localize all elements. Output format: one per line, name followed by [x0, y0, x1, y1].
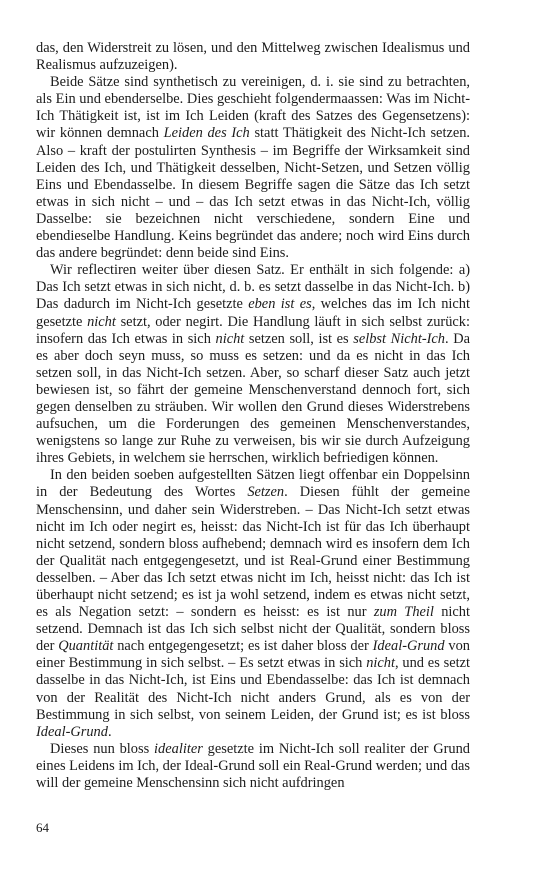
body-text: setzen soll, ist es: [244, 330, 354, 347]
emphasis-text: nicht: [215, 330, 245, 347]
body-text: nach entgegengesetzt; es ist daher bloss der: [113, 638, 373, 655]
body-text: . Da es aber doch seyn muss, so muss es setzen: und da es nicht in das Ich setzen soll, in das Nicht-Ich setzen. Aber, so scharf dieser Satz auch jetzt bewiesen ist, so fährt der gemeine Menschenverstand dennoch fort, sich gegen denselben zu sträuben. Wir wollen den Grund dieses Widerstrebens aufsuchen, um die Forderungen des gemeinen Menschenverstandes, wenigstens so lange zur Ruhe zu verweisen, bis wir sie durch Aufzeigung ihres Gebiets, in welchem sie herrschen, wirklich befriedigen können.: [36, 330, 470, 467]
paragraph-5: [36, 741, 470, 792]
body-text: Beide Sätze sind synthetisch zu vereinigen, d. i. sie sind zu betrachten, als Ein und ebenderselbe. Dies geschieht folgendermaassen: Was im Nicht-Ich Thätigkeit ist, ist im Ich Leiden (kraft des Satzes des Gegensetzens): wir können demnach: [36, 74, 470, 142]
emphasis-text: Setzen: [247, 484, 285, 501]
emphasis-text: Quantität: [58, 638, 114, 655]
body-text: .: [107, 723, 112, 740]
body-text: , welches das im Ich nicht gesetzte: [36, 296, 470, 330]
page-body: [36, 40, 470, 792]
body-text: , und es setzt dasselbe in das Nicht-Ich, ist Eins und Ebendasselbe: das Ich ist demnach von der Realität des Nicht-Ich nicht anders Grund, als es von der Bestimmung in sich selbst, von seinem Leiden, der Grund ist; es ist bloss: [36, 655, 470, 723]
emphasis-text: Leiden des Ich: [163, 125, 250, 142]
emphasis-text: eben ist es: [248, 296, 312, 313]
body-text: das, den Widerstreit zu lösen, und den Mittelweg zwischen Idealismus und Realismus aufzuzeigen).: [36, 40, 470, 74]
emphasis-text: selbst Nicht-Ich: [353, 330, 445, 347]
paragraph-4: [36, 467, 470, 741]
body-text: . Diesen fühlt der gemeine Menschensinn, und daher sein Widerstreben. – Das Nicht-Ich setzt etwas nicht im Ich oder negirt es, heisst: das Nicht-Ich ist für das Ich überhaupt nicht setzend, sondern bloss aufhebend; demnach wird es insofern dem Ich der Qualität nach entgegengesetzt, und ist Real-Grund einer Bestimmung desselben. – Aber das Ich setzt etwas nicht im Ich, heisst nicht: das Ich ist überhaupt nicht setzend; es ist ja wohl setzend, indem es etwas nicht setzt, es als Negation setzt: – sondern es heisst: es ist nur: [36, 484, 471, 621]
body-text: nicht setzend. Demnach ist das Ich sich selbst nicht der Qualität, sondern bloss der: [36, 604, 470, 655]
paragraph-1: [36, 40, 470, 74]
emphasis-text: Ideal-Grund: [372, 638, 445, 655]
page-number: 64: [36, 820, 49, 835]
body-text: Dieses nun bloss: [50, 740, 155, 757]
body-text: In den beiden soeben aufgestellten Sätzen liegt offenbar ein Doppelsinn in der Bedeutung des Wortes: [36, 467, 470, 501]
emphasis-text: idealiter: [154, 740, 203, 757]
paragraph-3: [36, 262, 470, 467]
body-text: gesetzte im Nicht-Ich soll realiter der Grund eines Leidens im Ich, der Ideal-Grund soll ein Real-Grund werden; und das will der gemeine Menschensinn sich nicht aufdringen: [36, 740, 470, 792]
paragraph-2: [36, 74, 470, 262]
emphasis-text: nicht: [366, 655, 395, 672]
body-text: statt Thätigkeit des Nicht-Ich setzen. Also – kraft der postulirten Synthesis – im Begriffe der Wirksamkeit sind Leiden des Ich, und Thätigkeit desselben, Nicht-Setzen, und Setzen völlig Eins und Ebendasselbe. In diesem Begriffe sagen die Sätze das Ich setzt etwas in sich nicht – und – das Ich setzt etwas in das Nicht-Ich, völlig Dasselbe: sie bezeichnen nicht verschiedene, sondern Eine und ebendieselbe Handlung. Keins begründet das andere; noch wird Eins durch das andere begründet: denn beide sind Eins.: [36, 125, 471, 262]
emphasis-text: Ideal-Grund: [36, 723, 108, 740]
emphasis-text: nicht: [87, 313, 116, 330]
body-text: von einer Bestimmung in sich selbst. – Es setzt etwas in sich: [36, 638, 470, 672]
emphasis-text: zum Theil: [373, 604, 434, 621]
body-text: setzt, oder negirt. Die Handlung läuft in sich selbst zurück: insofern das Ich etwas in sich: [36, 313, 470, 347]
body-text: Wir reflectiren weiter über diesen Satz. Er enthält in sich folgende: a) Das Ich setzt etwas in sich nicht, d. b. es setzt dasselbe in das Nicht-Ich. b) Das dadurch im Nicht-Ich gesetzte: [36, 262, 470, 313]
